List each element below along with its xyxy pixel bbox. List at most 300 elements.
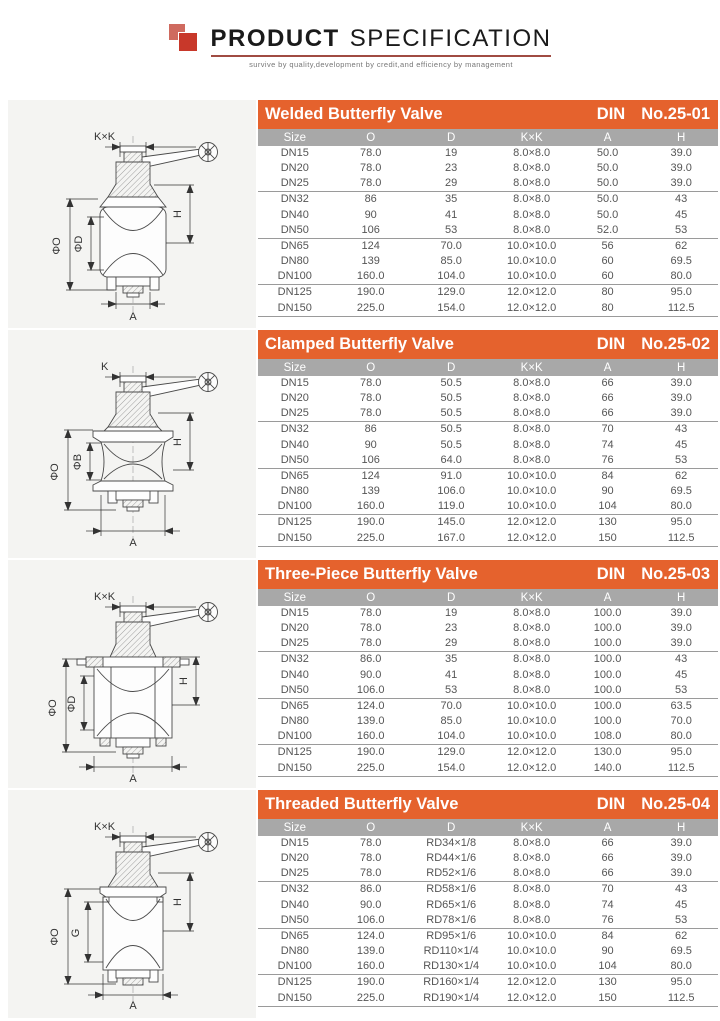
size-cell: DN20 (280, 392, 309, 405)
size-cell: DN125 (277, 516, 312, 529)
column-header: H (644, 589, 718, 606)
spec-cell: 78.0 (359, 607, 382, 619)
spec-cell: 78.0 (359, 622, 382, 635)
spec-cell: 66 (571, 406, 645, 422)
size-cell: DN25 (258, 636, 332, 652)
tagline: survive by quality,development by credit,and efficiency by management (249, 60, 513, 70)
spec-cell: 53 (644, 453, 718, 469)
spec-cell: 85.0 (440, 715, 462, 728)
table-title: Three-Piece Butterfly Valve (265, 565, 478, 583)
size-cell: DN20 (280, 622, 309, 635)
spec-cell: 8.0×8.0 (493, 683, 571, 699)
spec-cell: 70.0 (670, 715, 692, 728)
spec-cell: 35 (445, 653, 458, 666)
page-title (211, 26, 552, 52)
spec-cell: 139.0 (356, 715, 385, 728)
spec-cell: 76 (571, 453, 645, 469)
table-row (258, 698, 718, 714)
table-row (258, 285, 718, 301)
spec-cell: 8.0×8.0 (493, 866, 571, 882)
page-header (0, 0, 720, 100)
spec-cell: 78.0 (332, 406, 410, 422)
table-row (258, 652, 718, 668)
spec-cell: 8.0×8.0 (513, 392, 551, 405)
spec-cell: 69.5 (670, 255, 692, 268)
spec-cell: 10.0×10.0 (507, 469, 557, 482)
spec-cell: 124 (361, 469, 380, 482)
column-header: H (644, 819, 718, 836)
spec-cell: RD160×1/4 (423, 976, 480, 989)
spec-cell: 225.0 (332, 301, 410, 317)
spec-cell: 100.0 (593, 715, 622, 728)
column-header: A (571, 359, 645, 376)
spec-cell: RD44×1/6 (426, 852, 477, 865)
spec-cell: 90 (364, 208, 377, 221)
spec-cell: 70 (601, 423, 614, 436)
size-cell: DN65 (280, 929, 309, 942)
spec-cell: 139.0 (356, 945, 385, 958)
section-welded (8, 100, 720, 328)
spec-cell: 84 (601, 469, 614, 482)
din-label: DIN (596, 335, 626, 353)
dim-label-height: H (172, 210, 184, 218)
spec-cell: 8.0×8.0 (513, 423, 551, 436)
column-header: A (571, 819, 645, 836)
spec-cell: 19 (445, 607, 458, 619)
dim-label-inner-diameter: ΦB (72, 453, 84, 471)
din-no: No.25-04 (641, 795, 710, 813)
spec-cell: 39.0 (644, 866, 718, 882)
spec-cell: RD52×1/6 (410, 866, 493, 882)
spec-cell: 78.0 (359, 837, 382, 849)
spec-cell: 69.5 (670, 945, 692, 958)
spec-cell: 50.0 (596, 162, 619, 175)
spec-cell: 106.0 (332, 913, 410, 929)
spec-cell: 53 (410, 683, 493, 699)
spec-cell: RD130×1/4 (410, 959, 493, 975)
spec-cell: 80.0 (644, 499, 718, 515)
table-row (258, 499, 718, 515)
column-header: K×K (493, 359, 571, 376)
spec-cell: 90.0 (359, 898, 382, 911)
dim-label-kk: K×K (94, 131, 116, 143)
table-row (258, 636, 718, 652)
spec-cell: 91.0 (440, 469, 462, 482)
dimension-table (258, 359, 718, 547)
spec-cell: 106.0 (437, 485, 465, 498)
spec-cell: 50.5 (410, 406, 493, 422)
spec-cell: 10.0×10.0 (493, 959, 571, 975)
column-header: O (332, 359, 410, 376)
valve-drawing-clamped-icon (8, 330, 256, 558)
valve-drawing-three-piece-icon (8, 560, 256, 788)
table-row (258, 238, 718, 254)
table-title-bar (258, 560, 718, 589)
size-cell: DN150 (258, 531, 332, 547)
drawing-panel-three-piece (8, 560, 256, 788)
spec-cell: 8.0×8.0 (493, 176, 571, 192)
size-cell: DN65 (280, 699, 309, 712)
column-header: D (410, 129, 493, 146)
table-row (258, 146, 718, 161)
size-cell: DN25 (258, 866, 332, 882)
spec-cell: 108.0 (571, 729, 645, 745)
table-row (258, 683, 718, 699)
size-cell: DN25 (258, 176, 332, 192)
spec-cell: 90.0 (359, 668, 382, 681)
spec-cell: 45 (675, 898, 688, 911)
spec-cell: 10.0×10.0 (507, 699, 557, 712)
spec-cell: 53 (410, 223, 493, 239)
spec-cell: RD65×1/6 (426, 898, 477, 911)
spec-cell: 29 (410, 176, 493, 192)
spec-cell: 78.0 (359, 377, 382, 389)
spec-cell: 53 (644, 223, 718, 239)
spec-cell: 12.0×12.0 (493, 991, 571, 1007)
spec-cell: 95.0 (670, 286, 692, 299)
spec-cell: 50.5 (440, 392, 462, 405)
spec-table-three-piece (258, 560, 718, 788)
table-row (258, 192, 718, 208)
size-cell: DN32 (280, 883, 309, 896)
spec-cell: 39.0 (670, 607, 692, 619)
table-row (258, 991, 718, 1007)
table-row (258, 484, 718, 499)
spec-cell: 78.0 (359, 147, 382, 159)
brand-logo-icon (169, 24, 203, 58)
spec-cell: 86.0 (359, 883, 382, 896)
spec-cell: RD34×1/8 (426, 837, 477, 849)
spec-cell: 100.0 (593, 622, 622, 635)
table-row (258, 391, 718, 406)
spec-cell: 112.5 (644, 991, 718, 1007)
spec-cell: 70.0 (440, 699, 462, 712)
spec-cell: 154.0 (410, 301, 493, 317)
size-cell: DN50 (258, 683, 332, 699)
spec-table-threaded (258, 790, 718, 1018)
spec-cell: 130 (598, 516, 617, 529)
valve-drawing-welded-icon (8, 100, 256, 328)
spec-cell: RD110×1/4 (423, 945, 479, 958)
spec-cell: 43 (675, 883, 688, 896)
spec-cell: 50.0 (571, 176, 645, 192)
table-row (258, 866, 718, 882)
spec-cell: 95.0 (670, 976, 692, 989)
spec-cell: 19 (445, 147, 458, 159)
table-row (258, 959, 718, 975)
section-three-piece (8, 560, 720, 788)
table-row (258, 531, 718, 547)
spec-cell: 50.0 (596, 147, 619, 159)
spec-table-clamped (258, 330, 718, 558)
spec-cell: 74 (601, 438, 614, 451)
size-cell: DN80 (280, 255, 309, 268)
dim-label-kk: K×K (94, 591, 116, 603)
size-cell: DN25 (258, 406, 332, 422)
spec-cell: RD95×1/6 (426, 929, 477, 942)
column-header: D (410, 589, 493, 606)
spec-cell: 86 (364, 423, 377, 436)
table-row (258, 223, 718, 239)
spec-cell: 139 (361, 485, 380, 498)
spec-cell: 39.0 (670, 852, 692, 865)
spec-cell: 130.0 (593, 746, 622, 759)
spec-cell: 66 (601, 377, 614, 389)
spec-cell: 78.0 (332, 866, 410, 882)
spec-cell: 190.0 (356, 746, 385, 759)
din-number (581, 335, 710, 354)
spec-cell: 60 (571, 269, 645, 285)
size-cell: DN32 (280, 193, 309, 206)
valve-drawing-threaded-icon (8, 790, 256, 1018)
spec-cell: 84 (601, 929, 614, 942)
table-row (258, 376, 718, 391)
spec-cell: 10.0×10.0 (493, 729, 571, 745)
spec-cell: 129.0 (437, 746, 465, 759)
section-clamped (8, 330, 720, 558)
spec-cell: 8.0×8.0 (513, 837, 551, 849)
spec-cell: 100.0 (571, 683, 645, 699)
spec-cell: 45 (675, 208, 688, 221)
size-cell: DN150 (258, 991, 332, 1007)
column-header: K×K (493, 589, 571, 606)
spec-cell: 10.0×10.0 (507, 485, 557, 498)
spec-cell: 129.0 (437, 286, 465, 299)
spec-cell: 150 (571, 991, 645, 1007)
spec-cell: 225.0 (332, 531, 410, 547)
spec-cell: 43 (675, 423, 688, 436)
spec-cell: 66 (601, 392, 614, 405)
spec-cell: 160.0 (332, 729, 410, 745)
size-cell: DN15 (280, 147, 309, 159)
size-cell: DN50 (258, 913, 332, 929)
size-cell: DN20 (280, 852, 309, 865)
spec-cell: 8.0×8.0 (513, 147, 551, 159)
spec-cell: 8.0×8.0 (493, 223, 571, 239)
dim-label-width: A (129, 311, 137, 323)
spec-cell: 86 (364, 193, 377, 206)
spec-cell: 190.0 (356, 976, 385, 989)
table-row (258, 851, 718, 866)
table-row (258, 729, 718, 745)
spec-cell: 70 (601, 883, 614, 896)
size-cell: DN100 (258, 729, 332, 745)
spec-cell: 39.0 (670, 622, 692, 635)
spec-cell: 50.5 (440, 377, 462, 389)
spec-cell: 63.5 (670, 699, 692, 712)
spec-cell: 119.0 (410, 499, 493, 515)
spec-cell: 104.0 (410, 729, 493, 745)
size-cell: DN125 (277, 976, 312, 989)
dimension-table (258, 589, 718, 777)
spec-cell: 12.0×12.0 (507, 976, 557, 989)
spec-cell: 86.0 (359, 653, 382, 666)
spec-cell: 50.0 (596, 193, 619, 206)
spec-cell: 53 (644, 913, 718, 929)
spec-cell: 95.0 (670, 516, 692, 529)
spec-table-welded (258, 100, 718, 328)
spec-cell: RD190×1/4 (410, 991, 493, 1007)
table-row (258, 898, 718, 913)
spec-cell: 100.0 (593, 668, 622, 681)
table-row (258, 745, 718, 761)
spec-cell: 8.0×8.0 (513, 162, 551, 175)
spec-cell: 10.0×10.0 (507, 255, 557, 268)
size-cell: DN40 (280, 208, 309, 221)
spec-cell: 80.0 (644, 729, 718, 745)
spec-cell: 80.0 (644, 959, 718, 975)
table-row (258, 761, 718, 777)
spec-cell: 12.0×12.0 (493, 531, 571, 547)
spec-cell: 80.0 (644, 269, 718, 285)
spec-cell: 50.0 (596, 208, 619, 221)
spec-cell: 190.0 (356, 516, 385, 529)
spec-cell: 8.0×8.0 (513, 883, 551, 896)
spec-cell: 10.0×10.0 (493, 269, 571, 285)
spec-cell: 80 (601, 286, 614, 299)
spec-cell: 8.0×8.0 (513, 377, 551, 389)
spec-cell: 160.0 (332, 499, 410, 515)
dim-label-inner-diameter: ΦD (66, 695, 78, 713)
spec-cell: 52.0 (571, 223, 645, 239)
spec-cell: 106 (332, 223, 410, 239)
table-row (258, 406, 718, 422)
section-threaded (8, 790, 720, 1018)
spec-cell: 76 (571, 913, 645, 929)
column-header: K×K (493, 819, 571, 836)
size-cell: DN80 (280, 485, 309, 498)
table-row (258, 606, 718, 621)
logo-square-front (178, 32, 198, 52)
spec-cell: 95.0 (670, 746, 692, 759)
spec-cell: 12.0×12.0 (507, 516, 557, 529)
spec-cell: 23 (445, 622, 458, 635)
size-cell: DN15 (280, 837, 309, 849)
spec-cell: 12.0×12.0 (493, 301, 571, 317)
spec-cell: 124.0 (356, 699, 385, 712)
spec-cell: 8.0×8.0 (493, 636, 571, 652)
drawing-panel-clamped (8, 330, 256, 558)
spec-cell: 8.0×8.0 (513, 438, 551, 451)
dim-label-width: A (129, 537, 137, 549)
column-header: Size (258, 819, 332, 836)
spec-cell: 10.0×10.0 (507, 945, 557, 958)
spec-cell: 78.0 (359, 392, 382, 405)
spec-cell: 104.0 (410, 269, 493, 285)
spec-cell: 104 (571, 959, 645, 975)
table-row (258, 668, 718, 683)
spec-cell: 8.0×8.0 (513, 607, 551, 619)
dim-label-height: H (178, 677, 190, 685)
spec-cell: 150 (571, 531, 645, 547)
spec-cell: 60 (601, 255, 614, 268)
spec-cell: 29 (410, 636, 493, 652)
spec-cell: 139 (361, 255, 380, 268)
size-cell: DN50 (258, 223, 332, 239)
spec-cell: 53 (644, 683, 718, 699)
spec-cell: 50.5 (440, 438, 462, 451)
dimension-table (258, 129, 718, 317)
spec-cell: 8.0×8.0 (513, 622, 551, 635)
table-row (258, 975, 718, 991)
size-cell: DN40 (280, 898, 309, 911)
table-title: Clamped Butterfly Valve (265, 335, 454, 353)
column-header: K×K (493, 129, 571, 146)
dim-label-inner-diameter: G (70, 928, 82, 938)
spec-cell: 190.0 (356, 286, 385, 299)
spec-cell: 39.0 (670, 377, 692, 389)
spec-cell: 130 (598, 976, 617, 989)
spec-cell: 8.0×8.0 (513, 193, 551, 206)
spec-cell: 10.0×10.0 (507, 239, 557, 252)
spec-cell: 100.0 (593, 653, 622, 666)
size-cell: DN65 (280, 239, 309, 252)
spec-cell: 66 (601, 837, 614, 849)
spec-cell: 112.5 (644, 761, 718, 777)
size-cell: DN100 (258, 499, 332, 515)
table-row (258, 254, 718, 269)
spec-cell: RD58×1/6 (426, 883, 477, 896)
spec-cell: 39.0 (670, 392, 692, 405)
page-title-product: PRODUCT (210, 25, 340, 52)
spec-cell: 43 (675, 193, 688, 206)
spec-cell: 225.0 (332, 761, 410, 777)
table-row (258, 928, 718, 944)
spec-cell: 56 (601, 239, 614, 252)
spec-cell: 23 (445, 162, 458, 175)
dim-label-height: H (172, 898, 184, 906)
spec-cell: 154.0 (410, 761, 493, 777)
spec-cell: 41 (445, 208, 458, 221)
column-header: O (332, 819, 410, 836)
spec-cell: 90 (364, 438, 377, 451)
size-cell: DN150 (258, 761, 332, 777)
din-number (581, 105, 710, 124)
size-cell: DN150 (258, 301, 332, 317)
spec-cell: 167.0 (410, 531, 493, 547)
spec-cell: 8.0×8.0 (493, 453, 571, 469)
dim-label-inner-diameter: ΦD (73, 235, 85, 253)
spec-cell: 10.0×10.0 (507, 929, 557, 942)
table-title-bar (258, 100, 718, 129)
spec-cell: 74 (601, 898, 614, 911)
spec-cell: 45 (675, 668, 688, 681)
spec-cell: 62 (675, 239, 688, 252)
size-cell: DN32 (280, 653, 309, 666)
spec-cell: 100.0 (571, 636, 645, 652)
spec-cell: 62 (675, 469, 688, 482)
spec-cell: 78.0 (359, 852, 382, 865)
din-number (581, 565, 710, 584)
spec-cell: 145.0 (437, 516, 465, 529)
table-row (258, 836, 718, 851)
table-row (258, 269, 718, 285)
dim-label-width: A (129, 773, 137, 785)
spec-cell: 39.0 (670, 837, 692, 849)
dim-label-height: H (172, 438, 184, 446)
size-cell: DN40 (280, 438, 309, 451)
table-row (258, 944, 718, 959)
spec-cell: 39.0 (644, 176, 718, 192)
column-header: H (644, 129, 718, 146)
din-no: No.25-01 (641, 105, 710, 123)
table-row (258, 913, 718, 929)
spec-cell: 8.0×8.0 (513, 668, 551, 681)
spec-cell: 39.0 (670, 147, 692, 159)
spec-cell: 66 (601, 852, 614, 865)
table-title-bar (258, 790, 718, 819)
din-label: DIN (596, 565, 626, 583)
